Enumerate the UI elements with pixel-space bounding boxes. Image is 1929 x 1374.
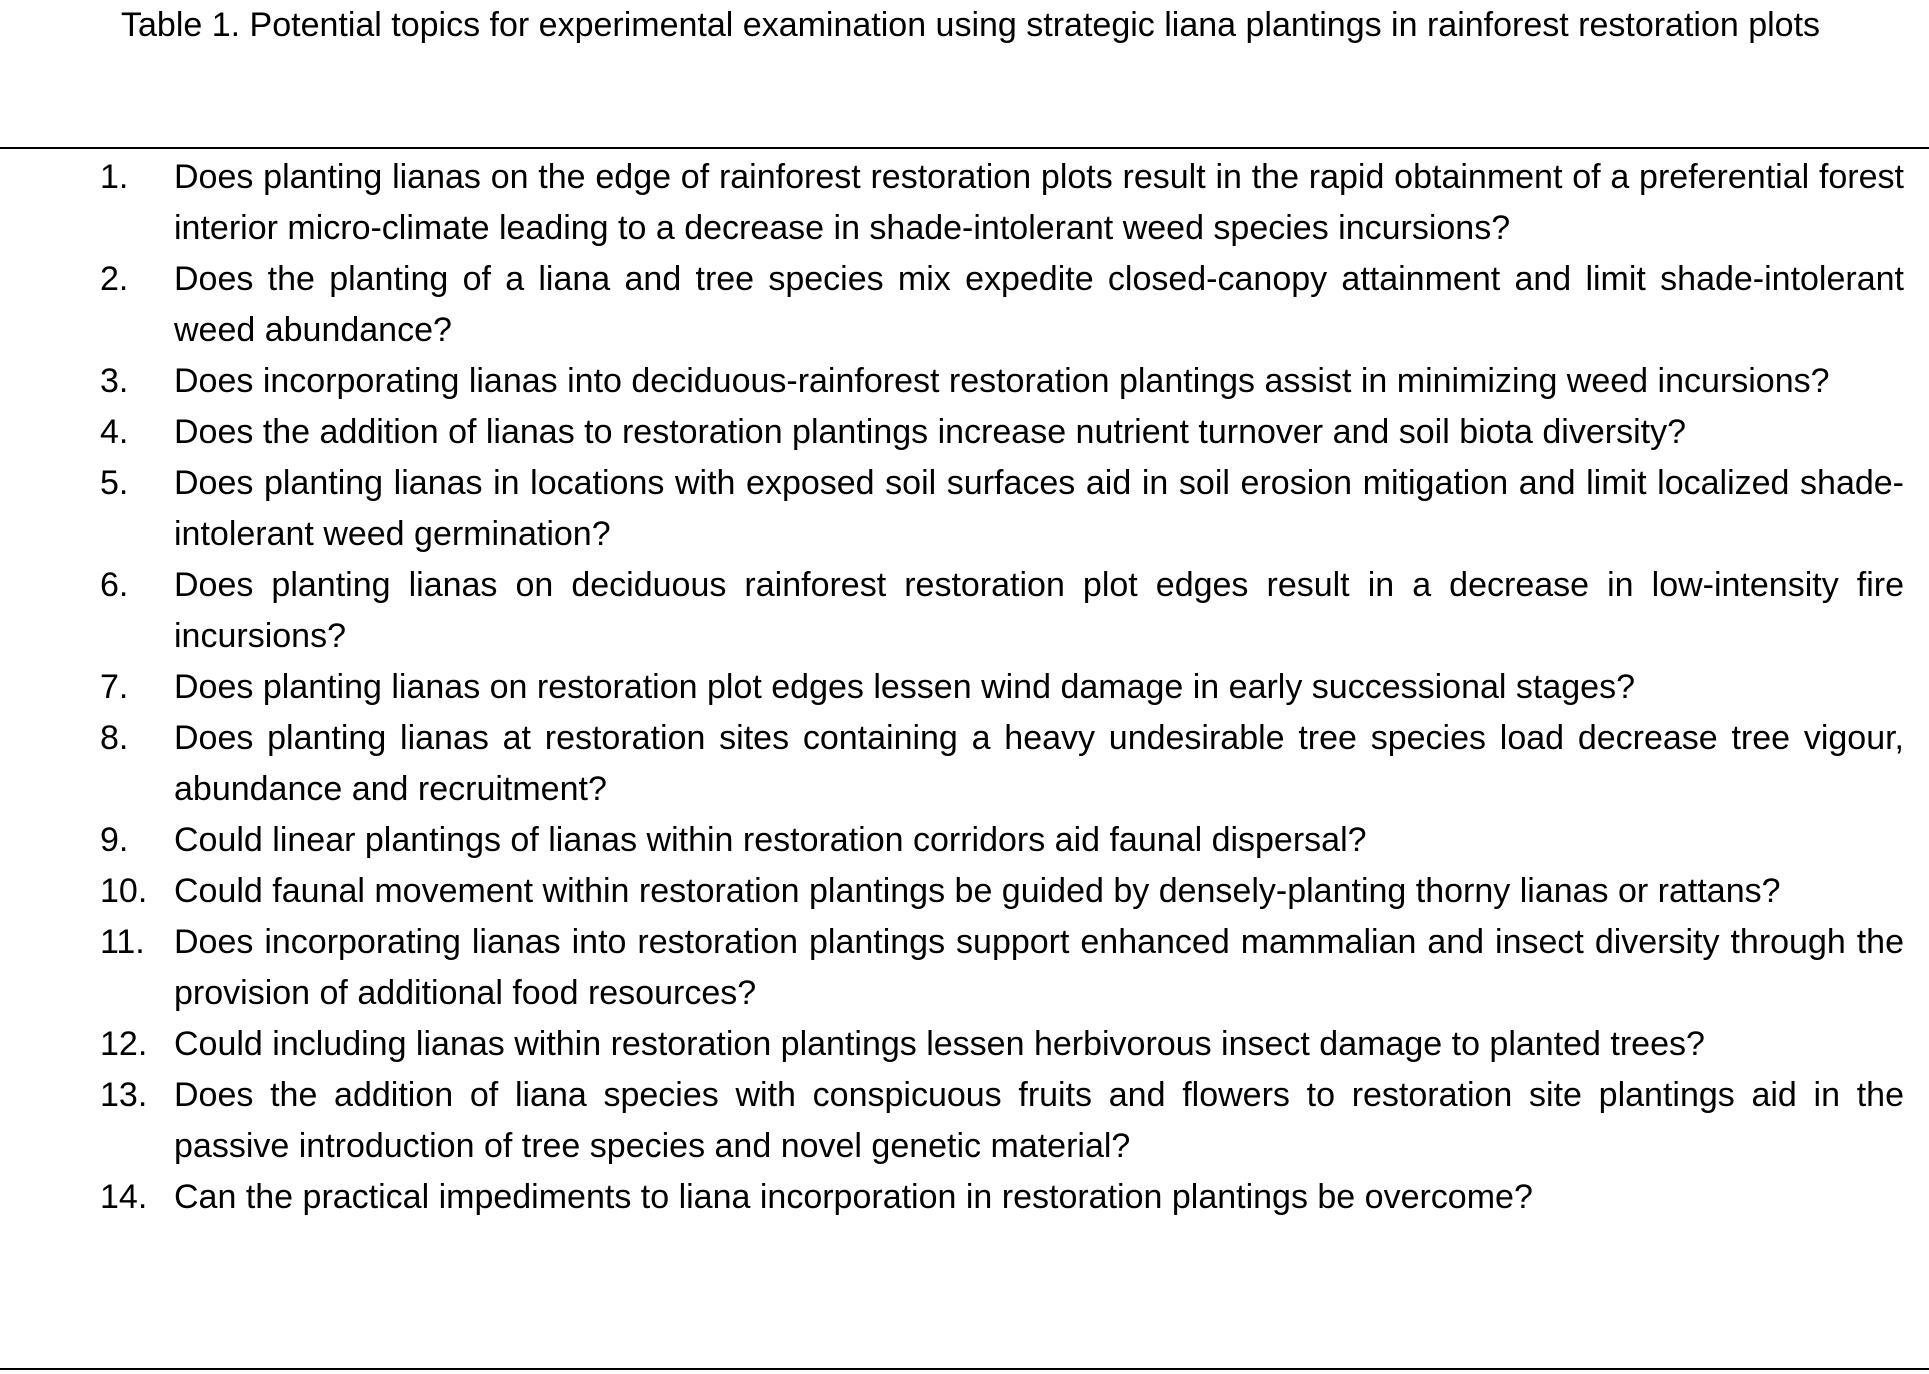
topic-number: 5. <box>100 464 129 502</box>
topic-text: Can the practical impediments to liana incorporation in restoration plantings be overcome? <box>174 1178 1533 1216</box>
topic-text: Does planting lianas at restoration sites containing a heavy undesirable tree species load decrease tree vigour, abundance and recruitment? <box>174 719 1904 808</box>
topic-item-4 <box>0 407 1929 458</box>
topic-item-9 <box>0 815 1929 866</box>
topic-text: Does the planting of a liana and tree species mix expedite closed-canopy attainment and limit shade-intolerant weed abundance? <box>174 260 1904 349</box>
topic-number: 14. <box>100 1178 148 1216</box>
topic-item-14 <box>0 1172 1929 1223</box>
topic-number: 2. <box>100 260 129 298</box>
topic-text: Does planting lianas on deciduous rainforest restoration plot edges result in a decrease in low-intensity fire incursions? <box>174 566 1904 655</box>
topic-item-3 <box>0 356 1929 407</box>
topic-number: 6. <box>100 566 129 604</box>
topic-item-1 <box>0 152 1929 254</box>
topic-text: Could faunal movement within restoration plantings be guided by densely-planting thorny lianas or rattans? <box>174 872 1781 910</box>
topic-number: 4. <box>100 413 129 451</box>
topic-number: 13. <box>100 1076 148 1114</box>
topic-item-12 <box>0 1019 1929 1070</box>
table-top-rule <box>0 147 1929 149</box>
topic-text: Does incorporating lianas into deciduous-rainforest restoration plantings assist in minimizing weed incursions? <box>174 362 1830 400</box>
topic-number: 7. <box>100 668 129 706</box>
topic-number: 12. <box>100 1025 148 1063</box>
topic-number: 9. <box>100 821 129 859</box>
topic-text: Does the addition of liana species with conspicuous fruits and flowers to restoration site plantings aid in the passive introduction of tree species and novel genetic material? <box>174 1076 1904 1165</box>
topic-number: 8. <box>100 719 129 757</box>
topic-text: Does planting lianas on the edge of rainforest restoration plots result in the rapid obtainment of a preferential forest interior micro-climate leading to a decrease in shade-intolerant weed species incursions? <box>174 158 1904 247</box>
topic-text: Does incorporating lianas into restoration plantings support enhanced mammalian and insect diversity through the provision of additional food resources? <box>174 923 1904 1012</box>
topic-item-11 <box>0 917 1929 1019</box>
table-caption: Table 1. Potential topics for experimental examination using strategic liana plantings in rainforest restoration plots <box>121 6 1821 44</box>
topic-text: Does the addition of lianas to restoration plantings increase nutrient turnover and soil biota diversity? <box>174 413 1686 451</box>
topic-item-6 <box>0 560 1929 662</box>
topic-list <box>0 152 1929 1223</box>
topic-item-7 <box>0 662 1929 713</box>
topic-text: Could including lianas within restoration plantings lessen herbivorous insect damage to planted trees? <box>174 1025 1705 1063</box>
topic-number: 10. <box>100 872 148 910</box>
table-bottom-rule <box>0 1368 1929 1370</box>
topic-item-2 <box>0 254 1929 356</box>
topic-item-10 <box>0 866 1929 917</box>
topic-item-13 <box>0 1070 1929 1172</box>
topic-item-5 <box>0 458 1929 560</box>
topic-number: 3. <box>100 362 129 400</box>
topic-text: Does planting lianas in locations with exposed soil surfaces aid in soil erosion mitigation and limit localized shade-intolerant weed germination? <box>174 464 1904 553</box>
topic-number: 11. <box>100 923 145 961</box>
topic-number: 1. <box>100 158 129 196</box>
topic-text: Does planting lianas on restoration plot edges lessen wind damage in early successional stages? <box>174 668 1635 706</box>
topic-text: Could linear plantings of lianas within restoration corridors aid faunal dispersal? <box>174 821 1367 859</box>
topic-item-8 <box>0 713 1929 815</box>
